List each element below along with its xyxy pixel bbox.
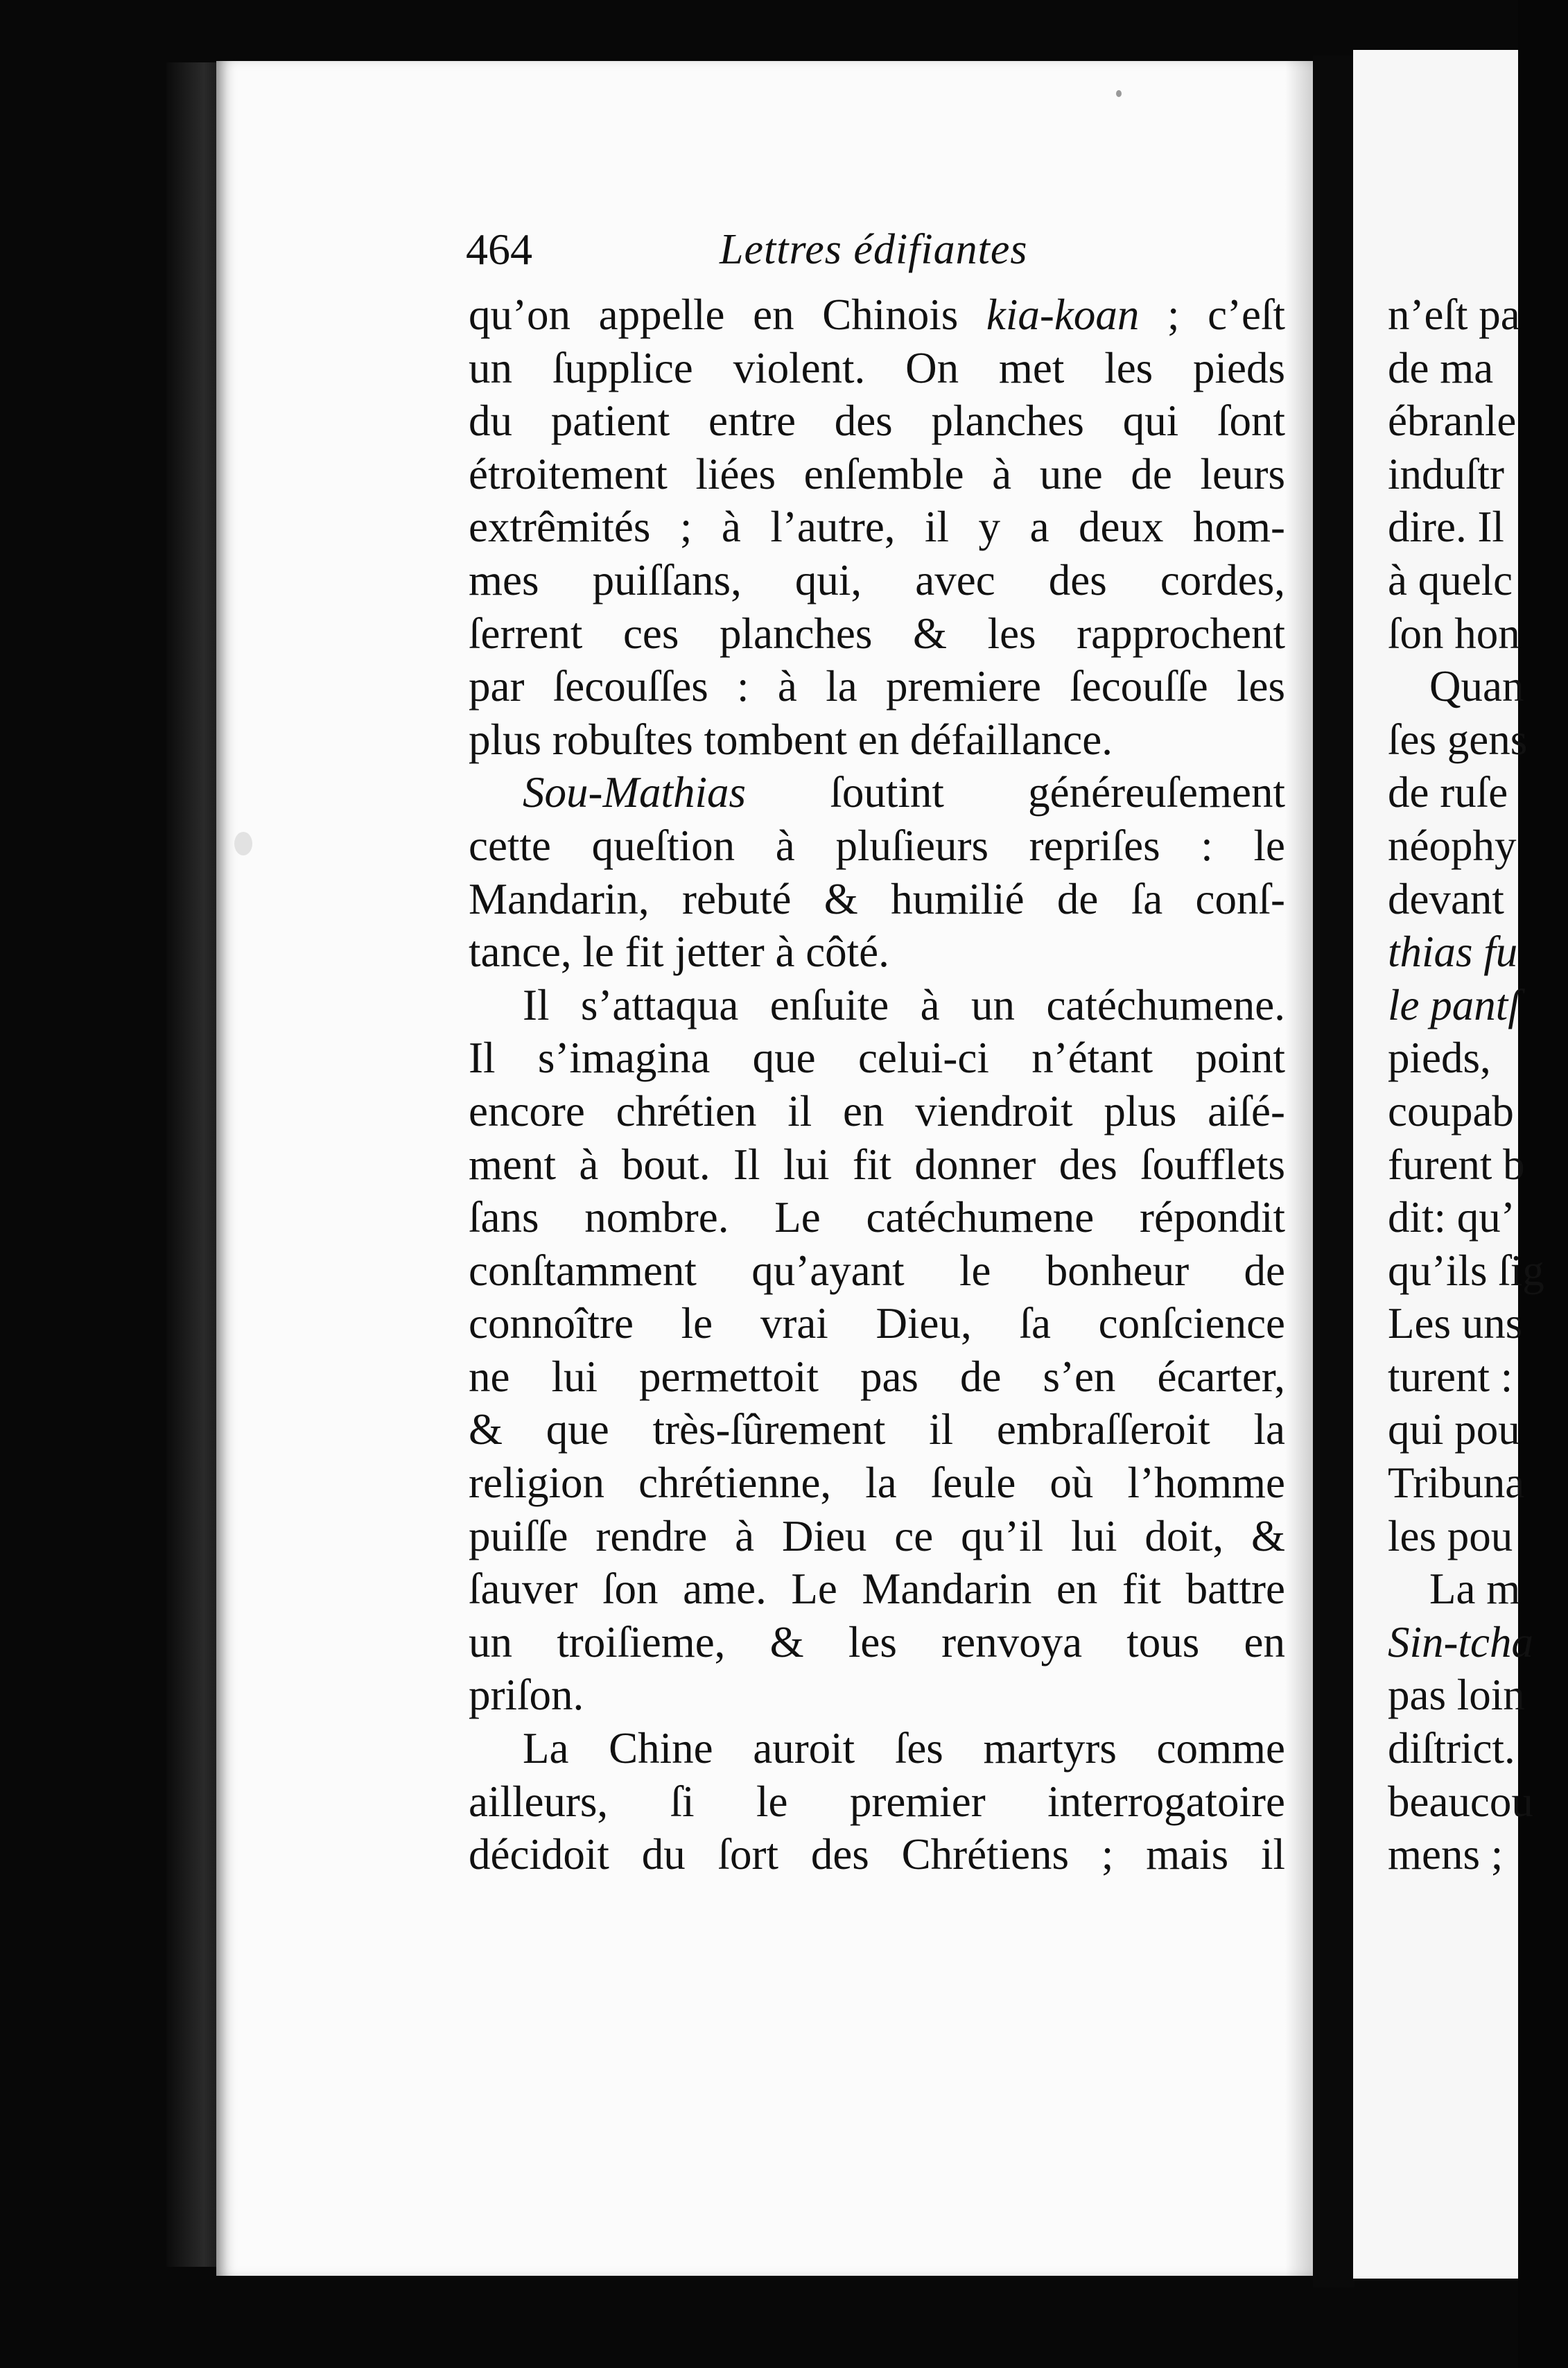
text-line — [469, 979, 1285, 1032]
text-segment: plus robuſtes tombent en défaillance. — [469, 715, 1113, 764]
left-page-body-text — [469, 288, 1285, 1881]
text-segment: & que très-ſûrement il embraſſeroit la — [469, 1405, 1285, 1454]
text-segment: cette queſtion à pluſieurs repriſes : le — [469, 821, 1285, 870]
partial-text-line: mens ; — [1388, 1830, 1504, 1879]
text-segment: ailleurs, ſi le premier interrogatoire — [469, 1777, 1285, 1826]
text-segment: connoître le vrai Dieu, ſa conſcience — [469, 1299, 1285, 1348]
partial-text-line: ſes gens — [1388, 715, 1528, 764]
text-segment: du patient entre des planches qui ſont — [469, 397, 1285, 446]
text-line — [469, 713, 1285, 767]
partial-text-line: dit: qu’ — [1388, 1193, 1515, 1242]
text-line — [469, 1510, 1285, 1563]
text-line — [469, 1191, 1285, 1244]
text-line — [469, 1722, 1285, 1775]
partial-text-line: diſtrict. — [1388, 1724, 1515, 1773]
partial-text-line: ſon hon — [1388, 609, 1520, 658]
partial-text-line: Sin-tcha — [1388, 1617, 1533, 1666]
partial-text-line: pas loin — [1388, 1671, 1525, 1720]
text-line — [469, 1085, 1285, 1138]
text-segment: conſtamment qu’ayant le bonheur de — [469, 1246, 1285, 1295]
text-segment: religion chrétienne, la ſeule où l’homme — [469, 1459, 1285, 1508]
text-line — [469, 1138, 1285, 1192]
text-line — [469, 660, 1285, 713]
print-speck — [1116, 90, 1122, 97]
text-line — [469, 766, 1285, 819]
print-speck — [234, 832, 252, 855]
text-line — [469, 925, 1285, 979]
partial-text-line: de ma — [1388, 343, 1494, 392]
text-line — [469, 1775, 1285, 1829]
partial-text-line: n’eſt pa — [1388, 290, 1520, 339]
partial-text-line: La m — [1429, 1565, 1521, 1614]
text-segment: priſon. — [469, 1671, 584, 1720]
text-segment: mes puiſſans, qui, avec des cordes, — [469, 555, 1285, 604]
text-segment: tance, le fit jetter à côté. — [469, 928, 889, 977]
right-page-body-text — [1388, 288, 1568, 1881]
text-segment: La Chine auroit ſes martyrs comme — [523, 1724, 1285, 1773]
text-segment: ſans nombre. Le catéchumene répondit — [469, 1193, 1285, 1242]
text-line — [469, 1031, 1285, 1085]
partial-text-line: thias fu — [1388, 928, 1518, 977]
text-segment: ſerrent ces planches & les rapprochent — [469, 609, 1285, 658]
partial-text-line: à quelc — [1388, 555, 1513, 604]
text-line — [469, 1456, 1285, 1510]
text-line — [469, 1244, 1285, 1298]
text-line — [469, 1828, 1285, 1881]
text-segment: puiſſe rendre à Dieu ce qu’il lui doit, & — [469, 1511, 1285, 1560]
partial-text-line: coupab — [1388, 1086, 1514, 1135]
text-segment: encore chrétien il en viendroit plus aiſé- — [469, 1086, 1285, 1135]
text-segment: ſauver ſon ame. Le Mandarin en fit battre — [469, 1565, 1285, 1614]
partial-text-line: Quan — [1429, 662, 1524, 711]
italic-term: Sou-Mathias — [523, 768, 746, 817]
partial-text-line: de ruſe — [1388, 768, 1508, 817]
text-line — [469, 1403, 1285, 1456]
running-title: Lettres édifiantes — [720, 226, 1028, 273]
text-line — [469, 500, 1285, 554]
text-line — [469, 288, 1285, 342]
text-line — [469, 342, 1285, 395]
text-segment: Il s’imagina que celui-ci n’étant point — [469, 1034, 1285, 1083]
partial-text-line: néophy — [1388, 821, 1517, 870]
text-segment: qu’on appelle en Chinois — [469, 290, 986, 339]
book-spine — [1313, 55, 1354, 2288]
partial-text-line: turent : — [1388, 1352, 1513, 1401]
text-segment: ment à bout. Il lui fit donner des ſoufflets — [469, 1140, 1285, 1189]
text-segment: extrêmités ; à l’autre, il y a deux hom- — [469, 503, 1285, 552]
text-segment: ſoutint généreuſement — [745, 768, 1285, 817]
partial-text-line: ébranle — [1388, 397, 1517, 446]
text-line — [469, 607, 1285, 661]
text-segment: un troiſieme, & les renvoya tous en — [469, 1617, 1285, 1666]
partial-text-line: induſtr — [1388, 449, 1504, 498]
italic-term: kia-koan — [986, 290, 1140, 339]
partial-text-line: les pou — [1388, 1511, 1513, 1560]
text-segment: ; c’eſt — [1139, 290, 1285, 339]
partial-text-line: Tribuna — [1388, 1459, 1525, 1508]
partial-text-line: Les uns — [1388, 1299, 1523, 1348]
text-segment: Mandarin, rebuté & humilié de ſa conſ- — [469, 874, 1285, 923]
partial-text-line: le pantſ — [1388, 980, 1520, 1029]
partial-text-line: qu’ils ſig — [1388, 1246, 1544, 1295]
text-segment: étroitement liées enſemble à une de leurs — [469, 449, 1285, 498]
text-segment: par ſecouſſes : à la premiere ſecouſſe les — [469, 662, 1285, 711]
text-segment: ne lui permettoit pas de s’en écarter, — [469, 1352, 1285, 1401]
text-segment: un ſupplice violent. On met les pieds — [469, 343, 1285, 392]
text-segment: Il s’attaqua enſuite à un catéchumene. — [523, 980, 1285, 1029]
text-line — [469, 1297, 1285, 1350]
text-line — [469, 1616, 1285, 1669]
partial-text-line: furent b — [1388, 1140, 1525, 1189]
text-line — [469, 1669, 1285, 1722]
partial-text-line: devant — [1388, 874, 1504, 923]
text-line — [469, 1350, 1285, 1404]
text-line — [469, 819, 1285, 873]
page-header — [466, 211, 1298, 288]
page-number: 464 — [466, 225, 532, 274]
text-line — [469, 448, 1285, 501]
partial-text-line: qui pou — [1388, 1405, 1520, 1454]
text-line — [469, 873, 1285, 926]
text-line — [469, 394, 1285, 448]
text-line — [469, 554, 1285, 607]
partial-text-line: beaucou — [1388, 1777, 1533, 1826]
text-line — [469, 1562, 1285, 1616]
partial-text-line: pieds, — [1388, 1034, 1491, 1083]
text-segment: décidoit du ſort des Chrétiens ; mais il — [469, 1830, 1285, 1879]
partial-text-line: dire. Il — [1388, 503, 1504, 552]
